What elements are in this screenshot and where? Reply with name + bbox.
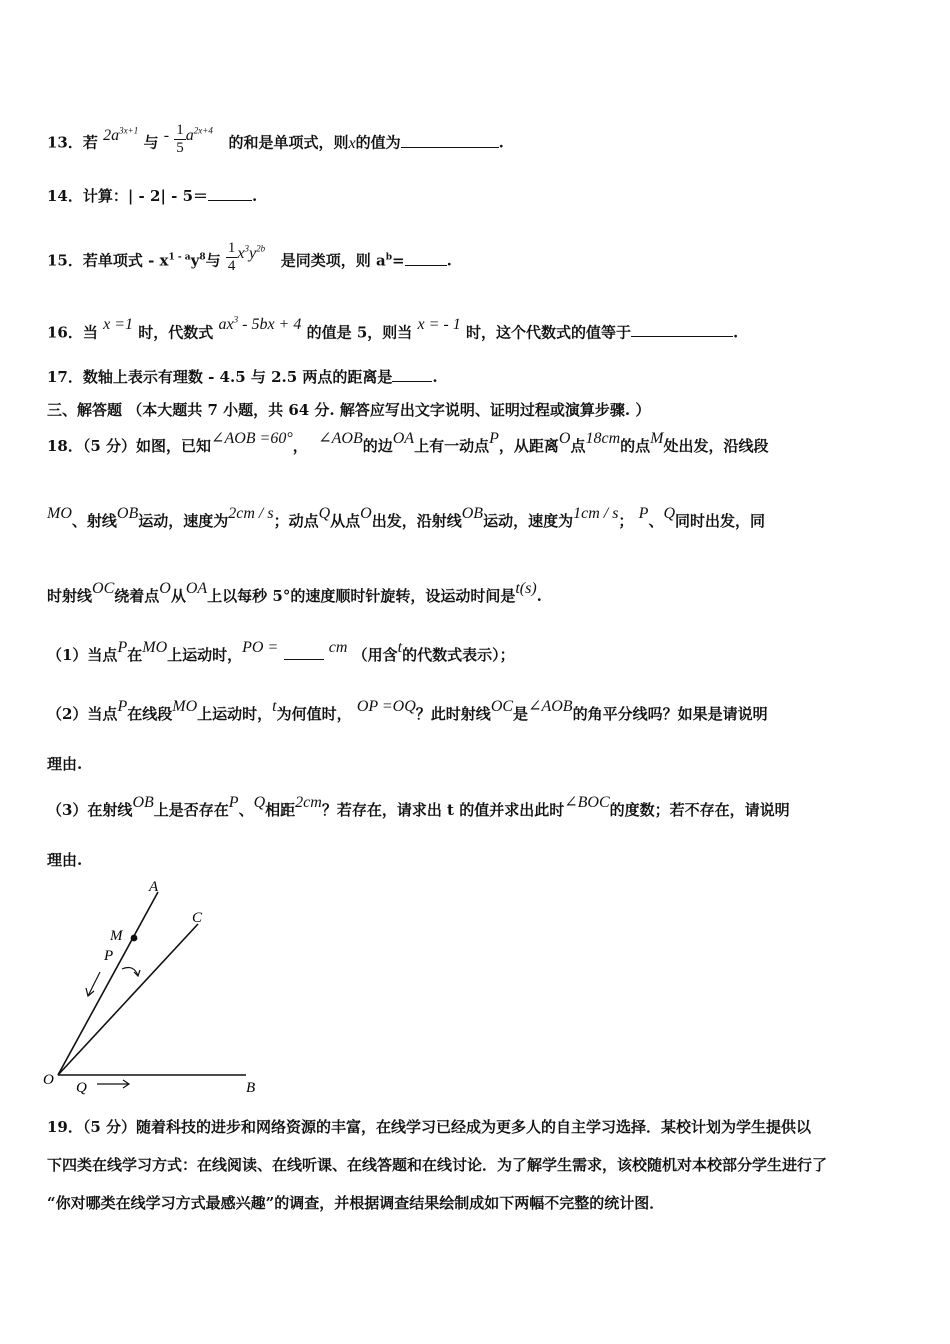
question-18-line-3: 时射线OC绕着点O从OA上以每秒 5°的速度顺时针旋转，设运动时间是t(s). xyxy=(47,580,542,605)
question-18-line-2: MO、射线OB运动，速度为2cm / s；动点Q从点O出发，沿射线OB运动，速度为1cm / s； P、Q同时出发，同 xyxy=(47,505,766,530)
fraction-one-fifth: $\frac{1}{5}$ xyxy=(176,122,184,156)
arrow-p xyxy=(88,972,100,996)
question-18-line-1: 18．（5 分）如图，已知∠AOB =60°， ∠AOB的边OA上有一动点P，从距离O点18cm的点M处出发，沿线段 xyxy=(47,430,769,455)
expr-polynomial: $ax^3 - 5bx + 4$ xyxy=(218,315,302,334)
question-19-line-2: 下四类在线学习方式：在线阅读、在线听课、在线答题和在线讨论．为了解学生需求，该校随机对本校部分学生进行了 xyxy=(47,1156,828,1174)
answer-blank[interactable] xyxy=(208,186,252,201)
label-b: B xyxy=(246,1080,256,1096)
expr-2a: $2a^{3x+1}$ xyxy=(103,125,139,144)
expr-a: $a^{2x+4}$ xyxy=(185,125,213,144)
label-q: Q xyxy=(76,1080,87,1096)
question-18-part-1: （1）当点P在MO上运动时，PO = cm （用含t的代数式表示）； xyxy=(47,639,515,664)
label-o: O xyxy=(43,1072,54,1088)
question-13: 13．若 $2a^{3x+1}$ 与 - $\frac{1}{5}$ $a^{2x+4}$ 的和是单项式，则x的值为 . xyxy=(47,122,504,156)
question-18-part-2: （2）当点P在线段MO上运动时，t为何值时， OP =OQ？此时射线OC是∠AOB的角平分线吗？如果是请说明 xyxy=(47,698,768,723)
geometry-figure xyxy=(38,872,268,1097)
point-m xyxy=(131,935,138,942)
question-18-part-2-cont: 理由. xyxy=(47,755,83,773)
question-19-line-3: “你对哪类在线学习方式最感兴趣”的调查，并根据调查结果绘制成如下两幅不完整的统计图． xyxy=(47,1194,665,1212)
label-p: P xyxy=(104,948,114,964)
question-18-part-3-cont: 理由. xyxy=(47,851,83,869)
question-18-part-3: （3）在射线OB上是否存在P、Q相距2cm？若存在，请求出 t 的值并求出此时∠BOC的度数；若不存在，请说明 xyxy=(47,794,790,819)
question-17: 17．数轴上表示有理数 - 4.5 与 2.5 两点的距离是 . xyxy=(47,368,438,386)
question-19-line-1: 19．（5 分）随着科技的进步和网络资源的丰富，在线学习已经成为更多人的自主学习选择．某校计划为学生提供以 xyxy=(47,1118,812,1136)
answer-blank[interactable] xyxy=(284,645,324,660)
label-m: M xyxy=(110,928,123,944)
answer-blank[interactable] xyxy=(392,367,432,382)
section-three-heading: 三、解答题 （本大题共 7 小题，共 64 分. 解答应写出文字说明、证明过程或演算步骤. ） xyxy=(47,401,651,419)
answer-blank[interactable] xyxy=(631,322,733,337)
question-14: 14．计算：| - 2| - 5＝ . xyxy=(47,187,258,205)
rotation-arrow xyxy=(122,968,138,976)
question-15: 15．若单项式 - $x^{1 - a}y^8$与 $\frac{1}{4}$ $x^3y^{2b}$ 是同类项，则 $a^b=$ . xyxy=(47,240,452,274)
expr-x3y2b: $x^3y^{2b}$ xyxy=(237,243,266,262)
answer-blank[interactable] xyxy=(405,251,447,266)
label-a: A xyxy=(149,879,159,895)
fraction-one-quarter: $\frac{1}{4}$ xyxy=(227,240,236,274)
question-16: 16．当 x =1 时，代数式 $ax^3 - 5bx + 4$ 的值是 5，则当 x = - 1 时，这个代数式的值等于 . xyxy=(47,315,739,342)
label-c: C xyxy=(192,910,203,926)
answer-blank[interactable] xyxy=(401,133,499,148)
